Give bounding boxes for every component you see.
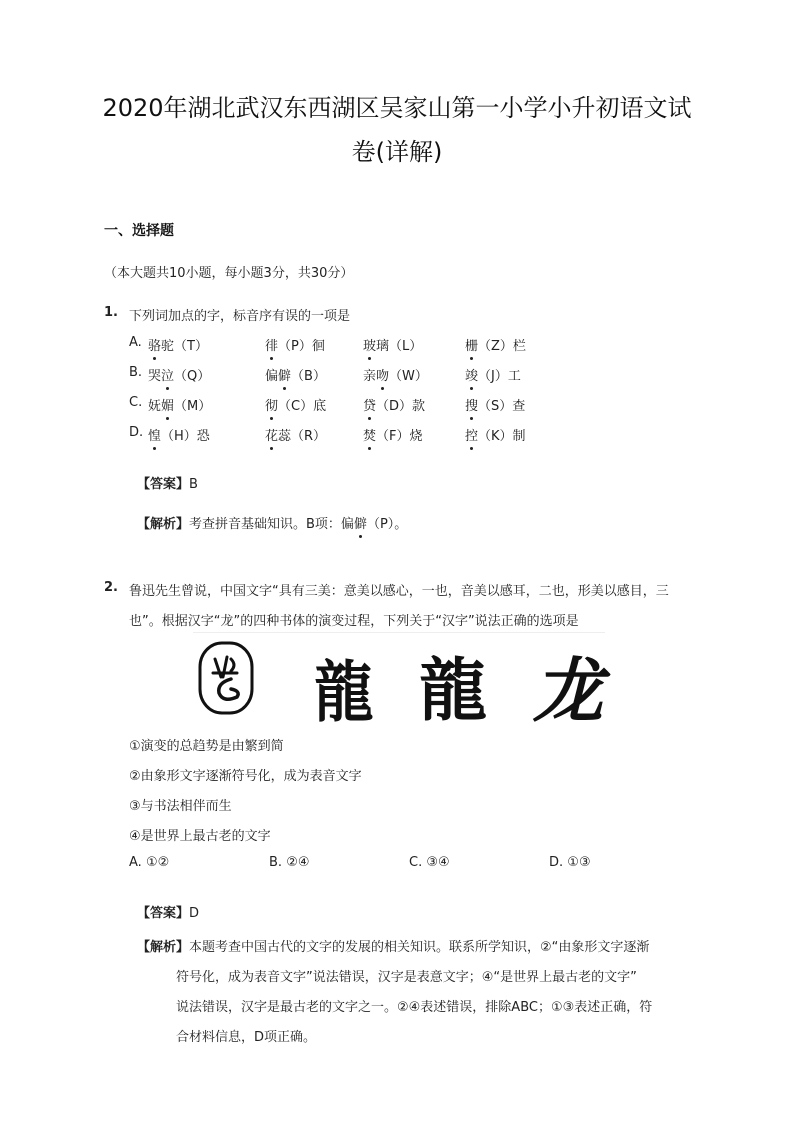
option-word [265, 425, 326, 444]
word-part: （J）工 [478, 369, 521, 384]
word-part: （B） [291, 369, 326, 384]
option-word [363, 425, 423, 444]
option-word [148, 395, 211, 414]
question-1-analysis [137, 513, 407, 532]
section-note: （本大题共10小题，每小题3分，共30分） [104, 266, 354, 281]
dotted-character: 惶 [148, 425, 161, 444]
question-2-analysis [137, 933, 697, 1053]
choice-b-label: B. [269, 855, 283, 870]
dotted-character: 玻 [363, 335, 376, 354]
answer-value: B [189, 477, 198, 492]
option-word [465, 425, 526, 444]
dotted-character: 泣 [161, 365, 174, 384]
word-part: （Q） [174, 369, 211, 384]
option-word [148, 365, 210, 384]
choice-a-label: A. [129, 855, 142, 870]
option-label: B. [129, 365, 143, 380]
analysis-text: 考查拼音基础知识。B项：偏 [189, 517, 354, 532]
clerical-dragon-glyph: 龍 [419, 651, 488, 731]
dotted-character: 彻 [265, 395, 278, 414]
question-2-stem-line1: 鲁迅先生曾说，中国文字“具有三美：意美以感心，一也，音美以感耳，二也，形美以感目，三 [129, 584, 669, 599]
word-part: 哭 [148, 369, 162, 384]
choice-b-text: ②④ [286, 855, 310, 870]
dotted-character: 搜 [465, 395, 478, 414]
word-part: （C）底 [278, 399, 327, 414]
word-part: （F）烧 [376, 429, 423, 444]
choice-c [409, 855, 450, 870]
word-part: 璃（L） [376, 339, 423, 354]
word-part: 蕊（R） [278, 429, 327, 444]
question-1-number: 1. [104, 305, 118, 320]
statement-2: ②由象形文字逐渐符号化，成为表音文字 [129, 769, 362, 784]
option-word [265, 395, 326, 414]
word-part: 亲 [363, 369, 377, 384]
answer-label: 【答案】 [137, 477, 190, 492]
option-label: D. [129, 425, 144, 440]
document-title-line1: 2020年湖北武汉东西湖区吴家山第一小学小升初语文试 [102, 94, 692, 122]
statement-1: ①演变的总趋势是由繁到简 [129, 739, 284, 754]
dotted-character: 贷 [363, 395, 376, 414]
dotted-character: 吻 [376, 365, 389, 384]
answer-value: D [189, 906, 200, 921]
document-title-line2: 卷(详解) [351, 138, 443, 166]
option-word [363, 335, 422, 354]
simplified-dragon-glyph: 龙 [533, 650, 603, 732]
word-part: 偏 [265, 369, 279, 384]
question-1-stem: 下列词加点的字，标音序有误的一项是 [129, 309, 351, 324]
choice-c-text: ③④ [426, 855, 450, 870]
analysis-line-1: 本题考查中国古代的文字的发展的相关知识。联系所学知识，②“由象形文字逐渐 [189, 940, 650, 955]
option-word [148, 335, 208, 354]
analysis-line-2: 符号化，成为表音文字”说法错误，汉字是表意文字；④“是世界上最古老的文字” [176, 970, 637, 985]
dotted-character: 控 [465, 425, 478, 444]
word-part: 妩 [148, 399, 162, 414]
analysis-label: 【解析】 [137, 517, 190, 532]
option-word [363, 365, 428, 384]
option-word [465, 365, 521, 384]
dotted-character: 竣 [465, 365, 478, 384]
small-seal-dragon-glyph: 龍 [314, 653, 370, 731]
option-label: C. [129, 395, 143, 410]
dotted-character: 骆 [148, 335, 161, 354]
choice-d [549, 855, 591, 870]
word-part: （K）制 [478, 429, 526, 444]
option-word [148, 425, 210, 444]
analysis-text-end: （P）。 [366, 517, 408, 532]
dotted-character: 徘 [265, 335, 278, 354]
analysis-dotted-char: 僻 [354, 513, 367, 532]
choice-b [269, 855, 310, 870]
analysis-label: 【解析】 [137, 940, 190, 955]
word-part: 驼（T） [161, 339, 208, 354]
choice-a [129, 855, 169, 870]
dotted-character: 栅 [465, 335, 478, 354]
answer-label: 【答案】 [137, 906, 190, 921]
dotted-character: 花 [265, 425, 278, 444]
option-word [465, 395, 525, 414]
choice-a-text: ①② [145, 855, 170, 870]
choice-d-label: D. [549, 855, 564, 870]
question-2-number: 2. [104, 580, 118, 595]
word-part: （H）恐 [161, 429, 210, 444]
question-2-answer [137, 902, 199, 921]
word-part: （W） [389, 369, 428, 384]
question-2-stem-line2: 也”。根据汉字“龙”的四种书体的演变过程，下列关于“汉字”说法正确的选项是 [129, 614, 579, 629]
dragon-script-evolution-image [193, 632, 605, 732]
choice-c-label: C. [409, 855, 423, 870]
word-part: （M） [174, 399, 212, 414]
option-word [265, 365, 326, 384]
word-part: （P）徊 [278, 339, 325, 354]
statement-3: ③与书法相伴而生 [129, 799, 232, 814]
analysis-line-3: 说法错误，汉字是最古老的文字之一。②④表述错误，排除ABC；①③表述正确，符 [176, 1000, 653, 1015]
word-part: （Z）栏 [478, 339, 526, 354]
dotted-character: 焚 [363, 425, 376, 444]
seal-script-dragon-glyph [197, 637, 257, 721]
analysis-line-4: 合材料信息，D项正确。 [176, 1030, 317, 1045]
dotted-character: 媚 [161, 395, 174, 414]
word-part: （S）查 [478, 399, 526, 414]
word-part: （D）款 [376, 399, 426, 414]
dotted-character: 僻 [278, 365, 291, 384]
question-1-answer [137, 473, 198, 492]
option-word [465, 335, 526, 354]
statement-4: ④是世界上最古老的文字 [129, 829, 271, 844]
option-word [363, 395, 425, 414]
choice-d-text: ①③ [567, 855, 591, 870]
option-word [265, 335, 325, 354]
option-label: A. [129, 335, 142, 350]
section-heading: 一、选择题 [104, 223, 174, 239]
